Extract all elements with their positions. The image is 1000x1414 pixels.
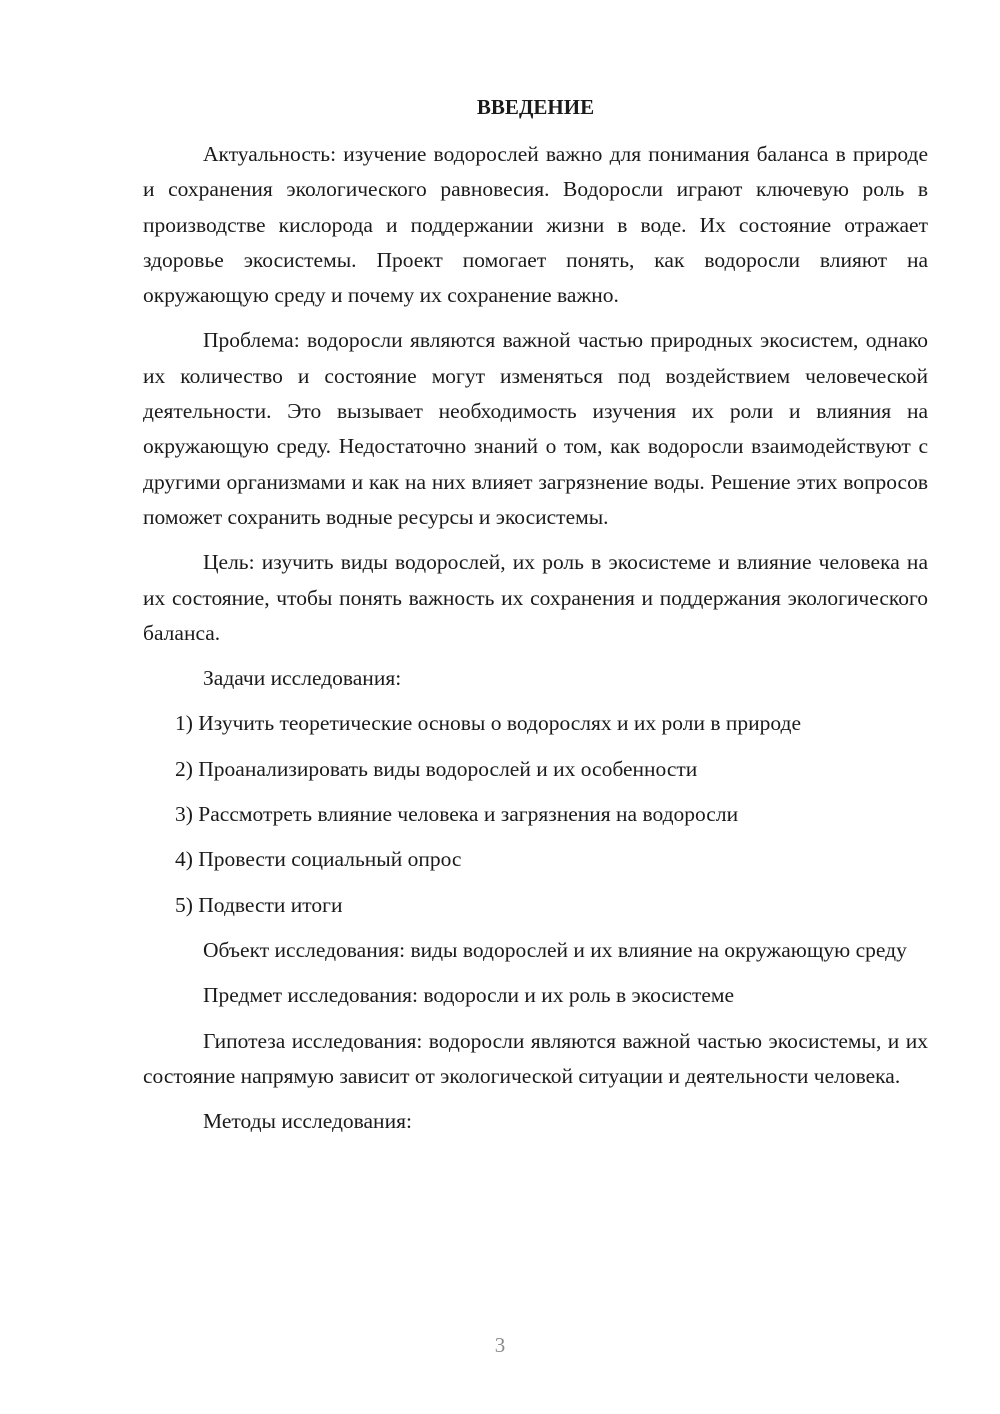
methods-title: Методы исследования: <box>203 1109 412 1134</box>
page-number: 3 <box>494 1333 506 1357</box>
section-heading: ВВЕДЕНИЕ <box>476 95 595 119</box>
problem-paragraph: Проблема: водоросли являются важной частью природных экосистем, однако их количество и состояние могут изменяться под воздействием человеческой деятельности. Это вызывает необходимость изучения их роли и влияния на окружающую среду. Недостаточно знаний о том, как водоросли взаимодействуют с другими организмами и как на них влияет загрязнение воды. Решение этих вопросов поможет сохранить водные ресурсы и экосистемы. <box>143 328 928 529</box>
task-item: 3) Рассмотреть влияние человека и загрязнения на водоросли <box>175 802 739 827</box>
relevance-paragraph: Актуальность: изучение водорослей важно для понимания баланса в природе и сохранения экологического равновесия. Водоросли играют ключевую роль в производстве кислорода и поддержании жизни в воде. Их состояние отражает здоровье экосистемы. Проект помогает понять, как водоросли влияют на окружающую среду и почему их сохранение важно. <box>143 142 928 308</box>
goal-paragraph: Цель: изучить виды водорослей, их роль в экосистеме и влияние человека на их состояние, чтобы понять важность их сохранения и поддержания экологического баланса. <box>143 550 928 645</box>
task-item: 5) Подвести итоги <box>175 892 343 917</box>
task-item: 2) Проанализировать виды водорослей и их особенности <box>175 756 698 781</box>
tasks-list <box>143 706 928 922</box>
document-page <box>143 90 928 1149</box>
subject-paragraph: Предмет исследования: водоросли и их роль в экосистеме <box>203 983 735 1008</box>
tasks-title: Задачи исследования: <box>203 666 402 691</box>
task-item: 1) Изучить теоретические основы о водорослях и их роли в природе <box>175 711 801 736</box>
object-paragraph: Объект исследования: виды водорослей и их влияние на окружающую среду <box>203 937 907 962</box>
hypothesis-paragraph: Гипотеза исследования: водоросли являются важной частью экосистемы, и их состояние напрямую зависит от экологической ситуации и деятельности человека. <box>143 1028 928 1088</box>
task-item: 4) Провести социальный опрос <box>175 847 462 872</box>
